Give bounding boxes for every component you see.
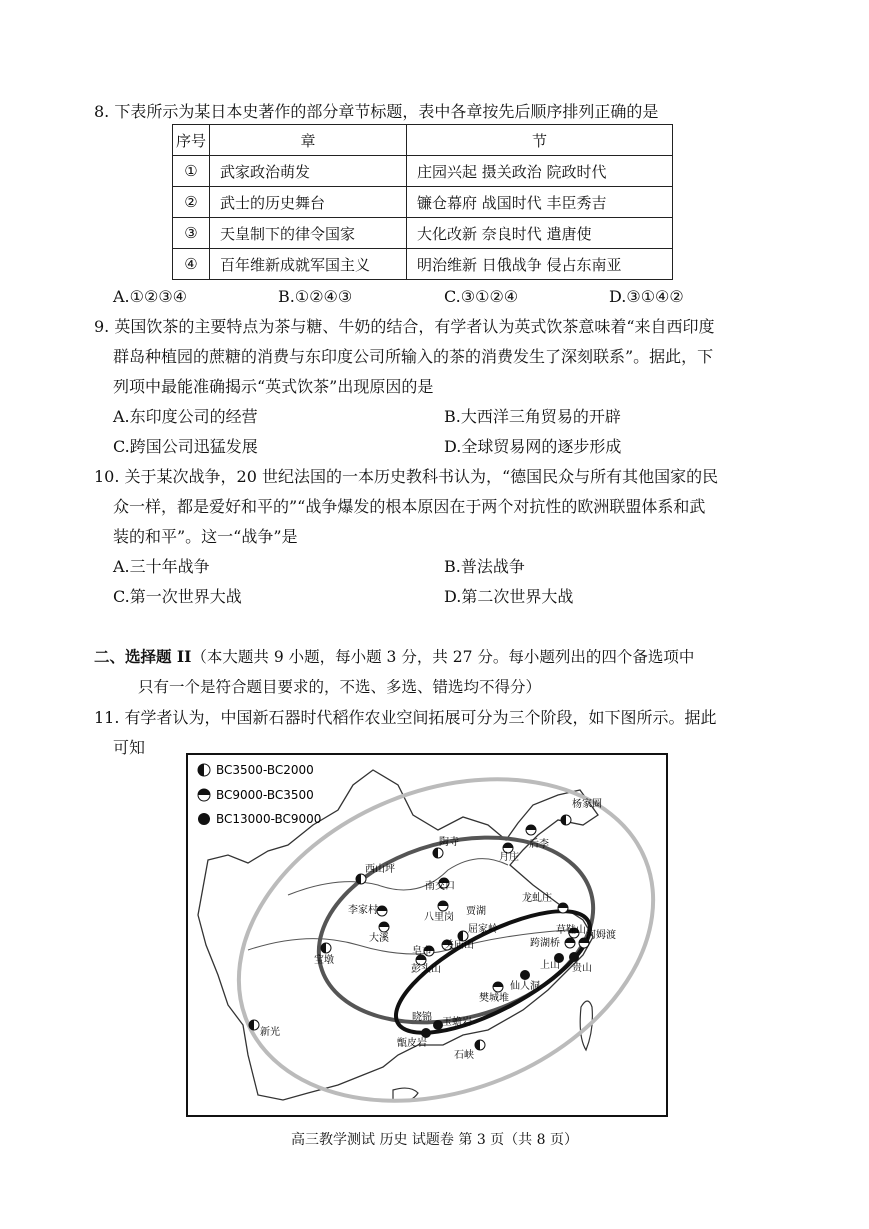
table-cell: 明治维新 日俄战争 侵占东南亚 — [407, 249, 673, 280]
river-yellow — [288, 859, 508, 895]
table-cell: 庄园兴起 摄关政治 院政时代 — [407, 156, 673, 187]
q9-option-d[interactable]: D.全球贸易网的逐步形成 — [444, 437, 622, 456]
place-label: 彭头山 — [411, 964, 441, 975]
q11-stem-line: 可知 — [113, 738, 146, 757]
place-label: 跨湖桥 — [530, 938, 560, 949]
q9-option-c[interactable]: C.跨国公司迅猛发展 — [113, 437, 258, 456]
place-label: 陶寺 — [439, 837, 459, 848]
table-header: 章 — [210, 125, 407, 156]
q8-option-c[interactable]: C.③①②④ — [444, 287, 519, 306]
q9-option-b[interactable]: B.大西洋三角贸易的开辟 — [444, 407, 621, 426]
table-header: 节 — [407, 125, 673, 156]
place-label: 龙虬庄 — [522, 893, 552, 904]
place-label: 杨家圈 — [572, 799, 602, 810]
table-row — [173, 187, 673, 218]
q10-option-a[interactable]: A.三十年战争 — [113, 557, 210, 576]
section-header — [94, 646, 694, 668]
q9-stem-line: 列项中最能准确揭示“英式饮茶”出现原因的是 — [113, 377, 434, 396]
place-label: 新光 — [260, 1027, 280, 1038]
q8-option-b[interactable]: B.①②④③ — [278, 287, 353, 306]
place-label: 月庄 — [499, 852, 519, 863]
legend-label: BC9000-BC3500 — [216, 788, 314, 802]
place-label: 西山坪 — [365, 864, 395, 875]
table-cell: 武士的历史舞台 — [210, 187, 407, 218]
table-row — [173, 156, 673, 187]
place-label: 关庙山 — [444, 940, 474, 951]
place-label: 仙人洞 — [510, 981, 540, 992]
table-cell: ② — [173, 187, 210, 218]
q10-option-c[interactable]: C.第一次世界大战 — [113, 587, 242, 606]
place-label: 甑皮岩 — [397, 1038, 427, 1049]
place-label: 上山 — [540, 960, 560, 971]
q9-option-a[interactable]: A.东印度公司的经营 — [113, 407, 258, 426]
place-label: 玉蟾岩 — [442, 1017, 472, 1028]
legend-label: BC13000-BC9000 — [216, 812, 322, 826]
river-yangtze — [248, 930, 568, 954]
q10-stem-line: 10. 关于某次战争，20 世纪法国的一本历史教科书认为，“德国民众与所有其他国家的民 — [94, 467, 719, 486]
table-cell: 百年维新成就军国主义 — [210, 249, 407, 280]
place-label: 贵山 — [572, 963, 592, 974]
page-footer: 高三教学测试 历史 试题卷 第 3 页（共 8 页） — [291, 1132, 578, 1148]
q9-stem-line: 群岛种植园的蔗糖的消费与东印度公司所输入的茶的消费发生了深刻联系”。据此，下 — [113, 347, 714, 366]
table-cell: ① — [173, 156, 210, 187]
map-legend — [198, 763, 321, 826]
q11-stem-line: 11. 有学者认为，中国新石器时代稻作农业空间拓展可分为三个阶段，如下图所示。据此 — [94, 708, 717, 727]
table-cell: ④ — [173, 249, 210, 280]
place-label: 草鞋山 — [556, 925, 586, 936]
place-label: 贾湖 — [466, 906, 486, 917]
chapter-table — [172, 124, 673, 280]
place-label: 石峡 — [454, 1050, 474, 1061]
place-label: 南交口 — [425, 881, 455, 892]
place-label: 皂市 — [412, 946, 432, 957]
place-label: 大溪 — [369, 933, 389, 944]
place-label: 八里岗 — [424, 912, 454, 923]
q9-stem-line: 9. 英国饮茶的主要特点为茶与糖、牛奶的结合，有学者认为英式饮茶意味着“来自西印度 — [94, 317, 715, 336]
place-label: 李家村 — [348, 905, 378, 916]
q8-stem: 8. 下表所示为某日本史著作的部分章节标题，表中各章按先后顺序排列正确的是 — [94, 102, 659, 121]
legend-label: BC3500-BC2000 — [216, 763, 314, 777]
section-note-line2: 只有一个是符合题目要求的，不选、多选、错选均不得分） — [138, 678, 542, 696]
table-header: 序号 — [173, 125, 210, 156]
q10-option-b[interactable]: B.普法战争 — [444, 557, 525, 576]
section-note: （本大题共 9 小题，每小题 3 分，共 27 分。每小题列出的四个备选项中 — [191, 648, 695, 666]
place-label: 后李 — [529, 839, 549, 850]
table-cell: 镰仓幕府 战国时代 丰臣秀吉 — [407, 187, 673, 218]
section-title: 二、选择题 II — [94, 647, 192, 666]
place-label: 河姆渡 — [586, 930, 616, 941]
table-cell: 武家政治萌发 — [210, 156, 407, 187]
place-label: 晓锦 — [412, 1012, 432, 1023]
map-svg — [188, 755, 666, 1115]
q10-stem-line: 众一样，都是爱好和平的”“战争爆发的根本原因在于两个对抗性的欧洲联盟体系和武 — [113, 497, 706, 516]
table-cell: 大化改新 奈良时代 遣唐使 — [407, 218, 673, 249]
place-label: 樊城堆 — [479, 993, 509, 1004]
table-row — [173, 218, 673, 249]
q8-option-d[interactable]: D.③①④② — [609, 287, 684, 306]
rice-expansion-map — [186, 753, 668, 1117]
q10-stem-line: 装的和平”。这一“战争”是 — [113, 527, 298, 546]
table-row — [173, 249, 673, 280]
table-header-row — [173, 125, 673, 156]
place-label: 屈家岭 — [468, 924, 498, 935]
q8-option-a[interactable]: A.①②③④ — [113, 287, 188, 306]
place-label: 宝墩 — [314, 955, 334, 966]
q10-option-d[interactable]: D.第二次世界大战 — [444, 587, 574, 606]
table-cell: 天皇制下的律令国家 — [210, 218, 407, 249]
table-cell: ③ — [173, 218, 210, 249]
